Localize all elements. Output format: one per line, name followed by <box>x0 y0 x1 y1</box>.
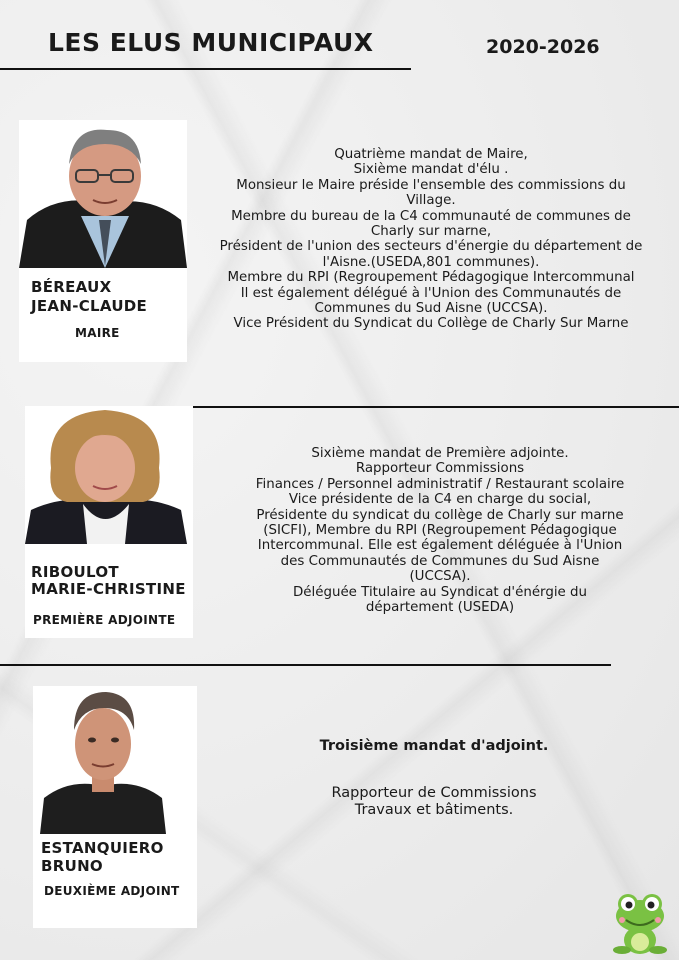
header-divider <box>0 68 411 70</box>
section-divider <box>160 406 679 408</box>
second-deputy-last-name: ESTANQUIERO <box>41 839 164 857</box>
description-line: Intercommunal. Elle est également déléguée à l'Union <box>257 538 623 554</box>
description-line: Quatrième mandat de Maire, <box>334 147 528 162</box>
description-line: Sixième mandat d'élu . <box>353 162 509 178</box>
description-line: Travaux et bâtiments. <box>354 802 514 818</box>
description-line: (SICFI), Membre du RPI (Regroupement Pédagogique <box>263 523 617 539</box>
description-line: Membre du bureau de la C4 communauté de communes de <box>231 208 631 224</box>
mayor-role: MAIRE <box>75 326 120 340</box>
description-line: Il est également délégué à l'Union des Communautés de <box>240 285 622 301</box>
description-line: Rapporteur de Commissions <box>331 785 537 801</box>
mayor-first-name: JEAN-CLAUDE <box>31 297 148 315</box>
mayor-last-name: BÉREAUX <box>31 278 112 296</box>
description-line: département (USEDA) <box>365 600 515 616</box>
description-line: (UCCSA). <box>409 569 471 585</box>
description-line: Sixième mandat de Première adjointe. <box>311 446 569 461</box>
description-line: Charly sur marne, <box>370 224 492 240</box>
section-divider <box>0 664 611 666</box>
description-line: des Communautés de Communes du Sud Aisne <box>280 553 600 569</box>
description-line: Vice Président du Syndicat du Collège de Charly Sur Marne <box>233 316 629 332</box>
description-line: Village. <box>406 193 456 209</box>
first-deputy-first-name: MARIE-CHRISTINE <box>31 580 186 598</box>
description-line: Membre du RPI (Regroupement Pédagogique Intercommunal <box>227 270 635 286</box>
description-line: Monsieur le Maire préside l'ensemble des commissions du <box>236 177 626 193</box>
term-years: 2020-2026 <box>486 36 600 58</box>
description-line: Communes du Sud Aisne (UCCSA). <box>314 301 548 317</box>
second-deputy-first-name: BRUNO <box>41 857 103 875</box>
description-line: Rapporteur Commissions <box>355 461 525 477</box>
second-deputy-portrait <box>40 686 166 834</box>
description-line: Vice présidente de la C4 en charge du social, <box>288 492 592 508</box>
description-line: Finances / Personnel administratif / Restaurant scolaire <box>255 476 625 492</box>
first-deputy-last-name: RIBOULOT <box>31 563 119 581</box>
mayor-description <box>183 147 679 332</box>
first-deputy-portrait <box>25 406 187 544</box>
first-deputy-description <box>200 446 679 615</box>
description-line: Président de l'union des secteurs d'énergie du département de <box>219 239 643 255</box>
second-deputy-role: DEUXIÈME ADJOINT <box>44 884 180 898</box>
first-deputy-role: PREMIÈRE ADJOINTE <box>33 613 176 627</box>
frog-icon <box>610 890 670 956</box>
description-line: Présidente du syndicat du collège de Charly sur marne <box>256 507 624 523</box>
second-deputy-headline: Troisième mandat d'adjoint. <box>319 738 549 754</box>
page-title: LES ELUS MUNICIPAUX <box>48 28 374 57</box>
description-line: Déléguée Titulaire au Syndicat d'énérgie du <box>292 584 588 600</box>
description-line: l'Aisne.(USEDA,801 communes). <box>322 254 540 270</box>
mayor-portrait <box>19 120 187 268</box>
second-deputy-description <box>234 785 634 819</box>
